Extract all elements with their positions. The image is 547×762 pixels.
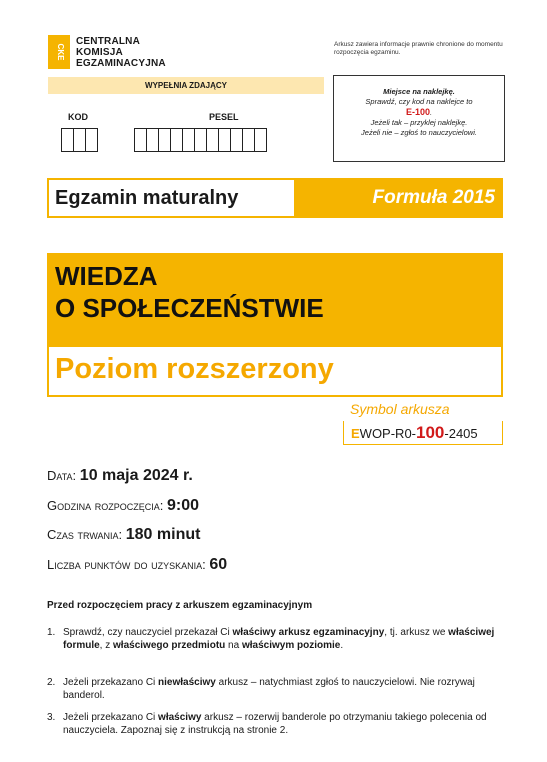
kod-input[interactable] [61, 128, 97, 152]
subject-line: O SPOŁECZEŃSTWIE [55, 293, 324, 323]
kod-label: KOD [68, 112, 88, 122]
instruction-number: 3. [47, 712, 56, 723]
points-value: 60 [209, 556, 228, 573]
confidentiality-note: Arkusz zawiera informacje prawnie chronione do momentu rozpoczęcia egzaminu. [334, 41, 503, 56]
logo-mark: CKE [56, 43, 65, 61]
digit-box[interactable] [85, 128, 98, 152]
subject-title [55, 260, 324, 324]
date-row [47, 467, 193, 485]
institution-name [76, 36, 166, 69]
pesel-input[interactable] [134, 128, 266, 152]
instruction-number: 1. [47, 627, 56, 638]
institution-line: KOMISJA [76, 47, 123, 58]
sticker-code-suffix: . [429, 108, 433, 117]
instruction-item: 1. Sprawdź, czy nauczyciel przekazał Ci właściwy arkusz egzaminacyjny, tj. arkusz we właściwej formule, z właściwego przedmiotu na właściwym poziomie. [47, 627, 495, 651]
level-label: Poziom rozszerzony [55, 353, 334, 385]
sticker-line: Sprawdź, czy kod na naklejce to [365, 96, 473, 106]
cke-logo-icon [48, 35, 70, 69]
sticker-title: Miejsce na naklejkę. [383, 87, 455, 96]
start-time-label: Godzina rozpoczęcia: [47, 498, 164, 513]
exam-header [47, 178, 503, 218]
form-header: WYPEŁNIA ZDAJĄCY [48, 77, 324, 94]
sticker-line: Jeżeli tak – przyklej naklejkę. [370, 118, 468, 127]
sticker-area [333, 75, 505, 162]
symbol-mid: WOP-R0- [359, 426, 417, 441]
pesel-label: PESEL [209, 112, 239, 122]
instruction-number: 2. [47, 677, 56, 688]
start-time-value: 9:00 [166, 497, 199, 514]
instruction-item: 3. Jeżeli przekazano Ci właściwy arkusz – rozerwij banderole po otrzymaniu takiego polecenia od nauczyciela. Zapoznaj się z instrukcją na stronie 2. [47, 712, 487, 736]
points-row [47, 556, 227, 574]
institution-line: EGZAMINACYJNA [76, 58, 166, 69]
exam-formula: Formuła 2015 [294, 180, 501, 216]
start-time-row [47, 497, 199, 515]
date-value: 10 maja 2024 r. [79, 467, 193, 484]
symbol-prefix: E [351, 426, 360, 441]
duration-value: 180 minut [125, 526, 201, 543]
exam-name: Egzamin maturalny [49, 180, 294, 216]
symbol-code [343, 421, 503, 445]
duration-label: Czas trwania: [47, 527, 123, 542]
symbol-suffix: -2405 [444, 426, 478, 441]
symbol-number: 100 [416, 423, 445, 442]
sticker-line: Jeżeli nie – zgłoś to nauczycielowi. [361, 127, 477, 137]
points-label: Liczba punktów do uzyskania: [47, 557, 206, 572]
instruction-item: 2. Jeżeli przekazano Ci niewłaściwy arkusz – natychmiast zgłoś to nauczycielowi. Nie rozrywaj banderol. [47, 677, 475, 701]
sticker-code: E-100 [405, 107, 430, 117]
symbol-label: Symbol arkusza [350, 401, 450, 417]
digit-box[interactable] [254, 128, 267, 152]
instructions-heading: Przed rozpoczęciem pracy z arkuszem egzaminacyjnym [47, 600, 313, 611]
date-label: Data: [47, 468, 77, 483]
duration-row [47, 526, 200, 544]
institution-line: CENTRALNA [76, 36, 141, 47]
subject-line: WIEDZA [55, 261, 158, 291]
